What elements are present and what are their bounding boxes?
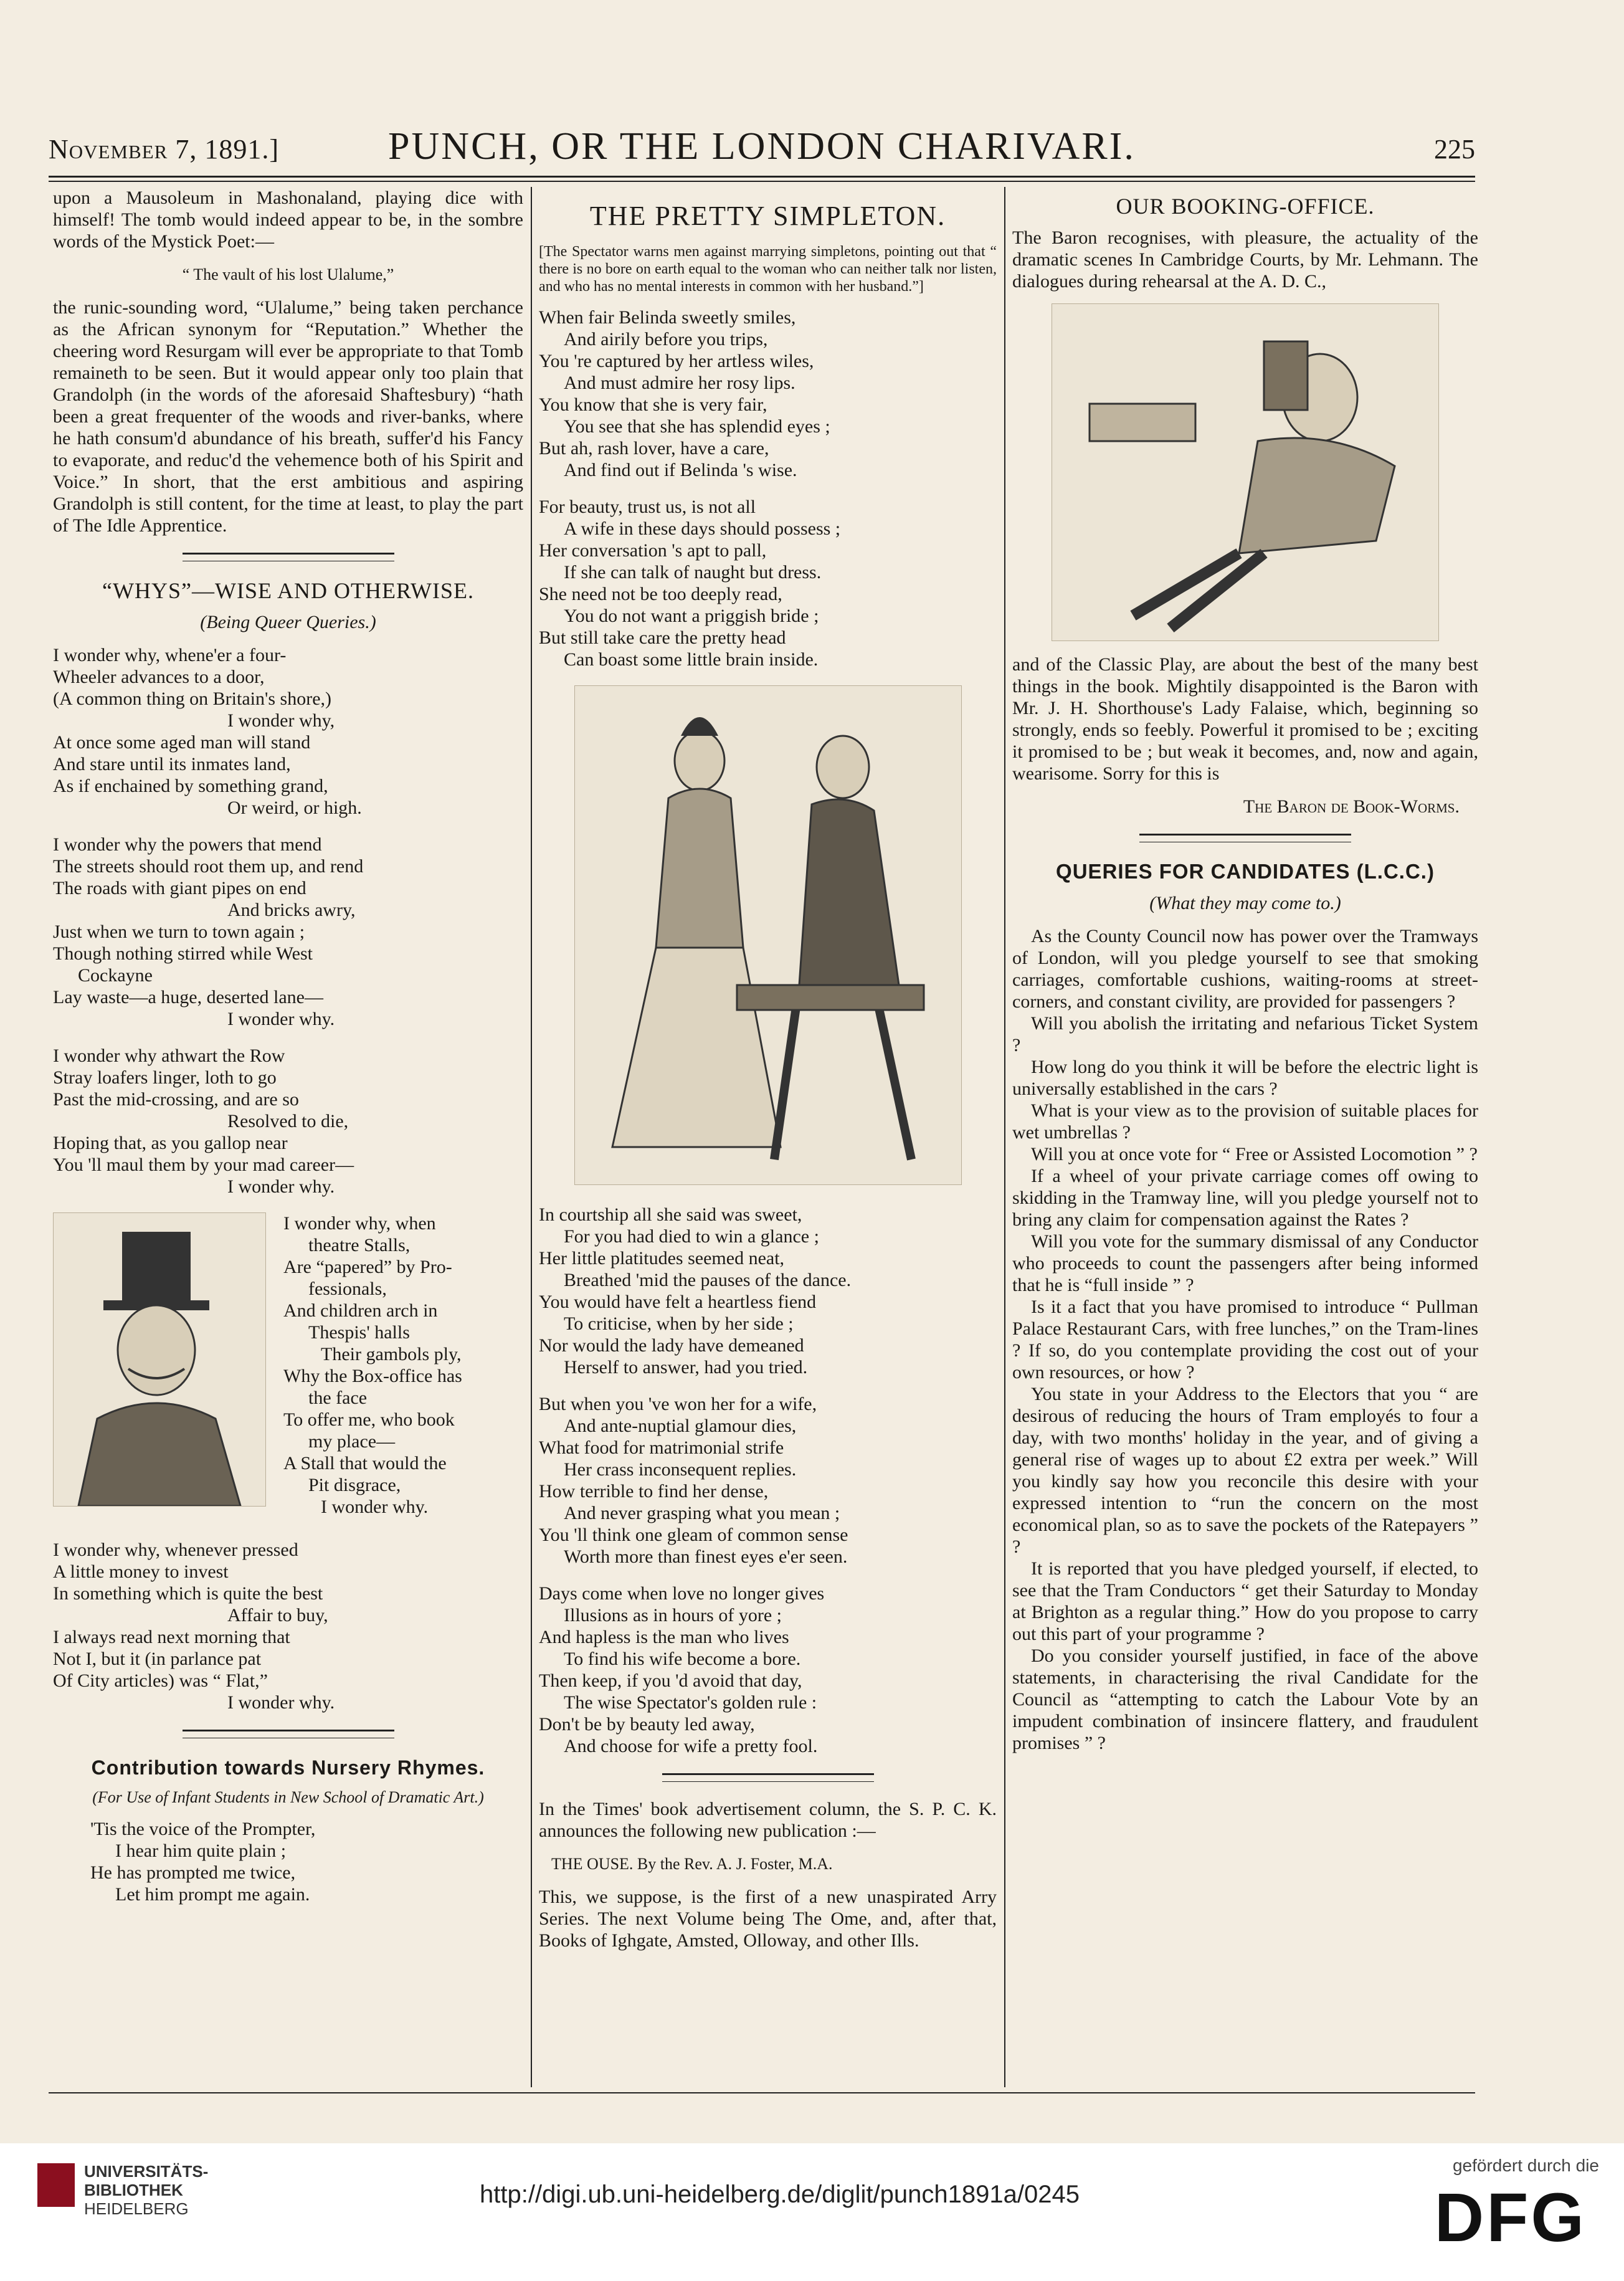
poem-line: To offer me, who book <box>283 1409 455 1430</box>
poem-line: Wheeler advances to a door, <box>53 667 265 687</box>
poem-line: You 'll maul them by your mad career— <box>53 1155 354 1175</box>
stanza-with-illustration <box>53 1212 523 1524</box>
poem-line: Don't be by beauty led away, <box>539 1714 755 1735</box>
source-url-link[interactable]: http://digi.ub.uni-heidelberg.de/diglit/punch1891a/0245 <box>480 2181 1080 2208</box>
stanza <box>539 496 997 670</box>
poem-line: Just when we turn to town again ; <box>53 921 305 942</box>
section-divider <box>183 1730 394 1738</box>
booking-paragraph-1: The Baron recognises, with pleasure, the actuality of the dramatic scenes In Cambridge Courts, by Mr. Lehmann. The dialogues during rehearsal at the A. D. C., <box>1012 227 1478 292</box>
poem-line: Her little platitudes seemed neat, <box>539 1248 785 1269</box>
library-line: BIBLIOTHEK <box>84 2181 183 2199</box>
funded-by-text: gefördert durch die <box>1452 2156 1599 2175</box>
poem-line: the face <box>308 1388 368 1408</box>
poem-line: How terrible to find her dense, <box>539 1481 769 1502</box>
poem-line: The roads with giant pipes on end <box>53 878 306 898</box>
query-paragraph: Is it a fact that you have promised to introduce “ Pullman Palace Restaurant Cars, with free lunches,” on the Tram-lines ? If so, do you contemplate providing the cost out of your own resources, or how ? <box>1012 1297 1478 1383</box>
query-paragraph: As the County Council now has power over the Tramways of London, will you pledge yourself to see that smoking carriages, comfortable cushions, waiting-rooms at street-corners, and constant civility, are provided for passengers ? <box>1012 926 1478 1012</box>
poem-line: (A common thing on Britain's shore,) <box>53 688 332 709</box>
query-paragraph: It is reported that you have pledged yourself, if elected, to see that the Tram Conductors “ get their Saturday to Monday at Brighton as a regular thing.” How do you propose to carry out this part of your programme ? <box>1012 1558 1478 1644</box>
poem-line: Of City articles) was “ Flat,” <box>53 1670 268 1691</box>
poem-line: And children arch in <box>283 1300 438 1321</box>
poem-line: Not I, but it (in parlance pat <box>53 1649 262 1669</box>
poem-line: If she can talk of naught but dress. <box>564 562 822 583</box>
column-right <box>1012 187 1478 1754</box>
poem-line: You do not want a priggish bride ; <box>564 606 819 626</box>
poem-line: And never grasping what you mean ; <box>564 1503 840 1523</box>
poem-line: You would have felt a heartless fiend <box>539 1292 817 1312</box>
poem-line: To criticise, when by her side ; <box>564 1313 794 1334</box>
poem-line: Days come when love no longer gives <box>539 1583 825 1604</box>
poem-line: And must admire her rosy lips. <box>564 373 795 393</box>
poem-line: I wonder why. <box>227 1176 335 1197</box>
whys-title: “WHYS”—WISE AND OTHERWISE. <box>102 578 474 603</box>
section-divider <box>1139 834 1351 842</box>
queries-list <box>1012 925 1478 1754</box>
times-paragraph: In the Times' book advertisement column, the S. P. C. K. announces the following new publication :— <box>539 1799 997 1841</box>
query-paragraph: You state in your Address to the Electors that you “ are desirous of reducing the hours of Tram employés to four a day, with two months' holiday in the year, and of giving a general rise of wages up to about £2 extra per week.” Will you kindly say how you reconcile this desire with your expressed intention to “run the concern on the most economical plan, so as to save the pockets of the Ratepayers ” ? <box>1012 1384 1478 1557</box>
courting-couple-illustration <box>574 685 962 1185</box>
dfg-logo: DFG <box>1434 2179 1587 2256</box>
stanza <box>539 1204 997 1378</box>
poem-line: 'Tis the voice of the Prompter, <box>90 1819 316 1839</box>
queries-subtitle: (What they may come to.) <box>1149 893 1341 913</box>
poem-line: Why the Box-office has <box>283 1366 462 1386</box>
poem-line: When fair Belinda sweetly smiles, <box>539 307 796 328</box>
header-rule <box>49 176 1475 178</box>
poem-line: But when you 've won her for a wife, <box>539 1394 817 1414</box>
poem-line: Can boast some little brain inside. <box>564 649 819 670</box>
stanza <box>539 307 997 481</box>
poem-line: For you had died to win a glance ; <box>564 1226 819 1247</box>
poem-line: Worth more than finest eyes e'er seen. <box>564 1546 848 1567</box>
poem-line: Breathed 'mid the pauses of the dance. <box>564 1270 852 1290</box>
poem-line: I wonder why, whene'er a four- <box>53 645 287 665</box>
poem-line: Past the mid-crossing, and are so <box>53 1089 299 1110</box>
library-name <box>84 2162 208 2218</box>
simpleton-title: THE PRETTY SIMPLETON. <box>589 201 946 231</box>
stanza-text <box>283 1212 462 1518</box>
column-divider <box>531 187 532 2087</box>
poem-line: A wife in these days should possess ; <box>564 518 841 539</box>
query-paragraph: Will you at once vote for “ Free or Assisted Locomotion ” ? <box>1031 1144 1478 1164</box>
poem-line: Pit disgrace, <box>308 1475 401 1495</box>
poem-line: The streets should root them up, and rend <box>53 856 364 877</box>
poem-line: I wonder why the powers that mend <box>53 834 322 855</box>
stanza <box>53 1045 523 1198</box>
nursery-poem <box>53 1818 523 1905</box>
poem-line: At once some aged man will stand <box>53 732 311 753</box>
poem-line: What food for matrimonial strife <box>539 1437 784 1458</box>
poem-line: Affair to buy, <box>227 1605 328 1626</box>
page-number: 225 <box>1434 134 1475 164</box>
poem-line: A little money to invest <box>53 1561 229 1582</box>
column-middle <box>539 187 997 1963</box>
poem-line: But ah, rash lover, have a care, <box>539 438 769 459</box>
poem-line: Cockayne <box>78 965 153 986</box>
poem-line: Or weird, or high. <box>227 798 362 818</box>
column-left <box>53 187 523 1905</box>
poem-line: You see that she has splendid eyes ; <box>564 416 830 437</box>
reclining-reader-illustration <box>1052 303 1439 641</box>
university-logo-icon <box>37 2163 75 2207</box>
poem-line: In something which is quite the best <box>53 1583 323 1604</box>
digitization-footer <box>0 2143 1624 2281</box>
whys-poem <box>53 644 523 1713</box>
poem-line: A Stall that would the <box>283 1453 447 1474</box>
poem-line: For beauty, trust us, is not all <box>539 497 756 517</box>
poem-line: And hapless is the man who lives <box>539 1627 789 1647</box>
poem-line: And ante-nuptial glamour dies, <box>564 1416 797 1436</box>
masthead-title: PUNCH, OR THE LONDON CHARIVARI. <box>388 125 1136 168</box>
poem-line: I wonder why, <box>227 710 335 731</box>
body-paragraph: the runic-sounding word, “Ulalume,” being taken perchance as the African synonym for “Reputation.” Whether the cheering word Resurgam will ever be appropriate to that Tomb remaineth to be seen. But it would appear only too plain that Grandolph (in the words of the aforesaid Shaftesbury) “hath been a great frequenter of the woods and river-banks, where he hath consum'd abundance of his breath, suffer'd his Fancy to evaporate, and reduc'd the vehemence both of his Spirit and Voice.” In short, that the erst ambitious and aspiring Grandolph is still content, for the time at least, to play the part of The Idle Apprentice. <box>53 297 523 536</box>
poem-line: I wonder why athwart the Row <box>53 1045 285 1066</box>
simpleton-poem-continued <box>539 1204 997 1757</box>
poem-line: And choose for wife a pretty fool. <box>564 1736 818 1756</box>
poem-line: As if enchained by something grand, <box>53 776 328 796</box>
poem-line: I wonder why. <box>227 1692 335 1713</box>
poem-line: I wonder why, whenever pressed <box>53 1540 298 1560</box>
booking-paragraph-2: and of the Classic Play, are about the best of the many best things in the book. Mightily disappointed is the Baron with Mr. J. H. Shorthouse's Lady Falaise, which, beginning so strongly, ends so feebly. Powerful it promised to be ; exciting it promised to be ; but weak it becomes, and, now and again, wearisome. Sorry for this is <box>1012 654 1478 784</box>
poem-line: Are “papered” by Pro- <box>283 1257 452 1277</box>
quotation: “ The vault of his lost Ulalume,” <box>182 265 394 283</box>
simpleton-poem <box>539 307 997 670</box>
query-paragraph: Do you consider yourself justified, in face of the above statements, in characterising the rival Candidate for the Council as “attempting to catch the Labour Vote by an impudent combination of insincere flattery, and fraudulent promises ” ? <box>1012 1645 1478 1753</box>
poem-line: I always read next morning that <box>53 1627 290 1647</box>
poem-line: Hoping that, as you gallop near <box>53 1133 288 1153</box>
poem-line: In courtship all she said was sweet, <box>539 1204 802 1225</box>
poem-line: theatre Stalls, <box>308 1235 411 1255</box>
query-paragraph: How long do you think it will be before the electric light is universally established in the cars ? <box>1012 1057 1478 1099</box>
poem-line: Thespis' halls <box>308 1322 410 1343</box>
stanza <box>539 1583 997 1757</box>
poem-line: I hear him quite plain ; <box>115 1841 287 1861</box>
poem-line: You know that she is very fair, <box>539 394 767 415</box>
poem-line: And find out if Belinda 's wise. <box>564 460 797 480</box>
poem-line: Her crass inconsequent replies. <box>564 1459 797 1480</box>
poem-line: Their gambols ply, <box>321 1344 462 1364</box>
poem-line: The wise Spectator's golden rule : <box>564 1692 817 1713</box>
poem-line: fessionals, <box>308 1279 387 1299</box>
query-paragraph: What is your view as to the provision of suitable places for wet umbrellas ? <box>1012 1100 1478 1143</box>
poem-line: To find his wife become a bore. <box>564 1649 801 1669</box>
stanza <box>53 1539 523 1713</box>
poem-line: Her conversation 's apt to pall, <box>539 540 767 561</box>
header-rule-thin <box>49 181 1475 182</box>
stanza <box>53 834 523 1030</box>
nursery-subtitle: (For Use of Infant Students in New School of Dramatic Art.) <box>92 1788 484 1806</box>
poem-line: I wonder why. <box>321 1497 429 1517</box>
poem-line: He has prompted me twice, <box>90 1862 296 1883</box>
issue-date: November 7, 1891.] <box>49 134 279 164</box>
query-paragraph: Will you vote for the summary dismissal of any Conductor who proceeds to count the passengers after being informed that he is “full inside ” ? <box>1012 1231 1478 1295</box>
query-paragraph: If a wheel of your private carriage comes off owing to skidding in the Tramway line, will you pledge yourself not to bring any claim for compensation against the Rates ? <box>1012 1166 1478 1230</box>
column-divider <box>1004 187 1005 2087</box>
library-line: UNIVERSITÄTS- <box>84 2162 209 2181</box>
poem-line: And airily before you trips, <box>564 329 768 350</box>
poem-line: my place— <box>308 1431 396 1452</box>
poem-line: You 'll think one gleam of common sense <box>539 1525 848 1545</box>
query-paragraph: Will you abolish the irritating and nefarious Ticket System ? <box>1012 1013 1478 1055</box>
library-line: HEIDELBERG <box>84 2199 189 2218</box>
whys-subtitle: (Being Queer Queries.) <box>200 612 376 632</box>
poem-line: Let him prompt me again. <box>115 1884 310 1905</box>
queries-title: QUERIES FOR CANDIDATES (L.C.C.) <box>1056 860 1435 883</box>
poem-line: You 're captured by her artless wiles, <box>539 351 814 371</box>
poem-line: Stray loafers linger, loth to go <box>53 1067 277 1088</box>
booking-signature: The Baron de Book-Worms. <box>1243 796 1460 817</box>
poem-line: She need not be too deeply read, <box>539 584 782 604</box>
poem-line: Herself to answer, had you tried. <box>564 1357 808 1378</box>
poem-line: Resolved to die, <box>227 1111 349 1131</box>
top-hat-gentleman-illustration <box>53 1212 266 1507</box>
closing-paragraph: This, we suppose, is the first of a new unaspirated Arry Series. The next Volume being The Ome, and, after that, Books of Ighgate, Amsted, Olloway, and other Ills. <box>539 1887 997 1951</box>
nursery-title: Contribution towards Nursery Rhymes. <box>91 1756 485 1779</box>
stanza <box>539 1393 997 1568</box>
poem-line: I wonder why, when <box>283 1213 436 1234</box>
simpleton-note: [The Spectator warns men against marrying simpletons, pointing out that “ there is no bore on earth equal to the woman who can neither talk nor listen, and who has no mental interests in common with her husband.”] <box>539 244 997 295</box>
poem-line: And bricks awry, <box>227 900 356 920</box>
poem-line: And stare until its inmates land, <box>53 754 291 774</box>
section-divider <box>183 553 394 561</box>
section-divider <box>662 1773 874 1782</box>
stanza <box>53 644 523 819</box>
poem-line: But still take care the pretty head <box>539 627 786 648</box>
bottom-rule <box>49 2092 1475 2093</box>
poem-line: Illusions as in hours of yore ; <box>564 1605 782 1626</box>
intro-paragraph: upon a Mausoleum in Mashonaland, playing dice with himself! The tomb would indeed appear to be, in the sombre words of the Mystick Poet:— <box>53 188 523 252</box>
poem-line: Lay waste—a huge, deserted lane— <box>53 987 323 1007</box>
page-header <box>49 125 1475 168</box>
poem-line: Then keep, if you 'd avoid that day, <box>539 1670 802 1691</box>
booking-office-title: OUR BOOKING-OFFICE. <box>1116 194 1375 219</box>
poem-line: Though nothing stirred while West <box>53 943 313 964</box>
poem-line: I wonder why. <box>227 1009 335 1029</box>
ouse-entry: THE OUSE. By the Rev. A. J. Foster, M.A. <box>551 1855 833 1873</box>
poem-line: Nor would the lady have demeaned <box>539 1335 804 1356</box>
